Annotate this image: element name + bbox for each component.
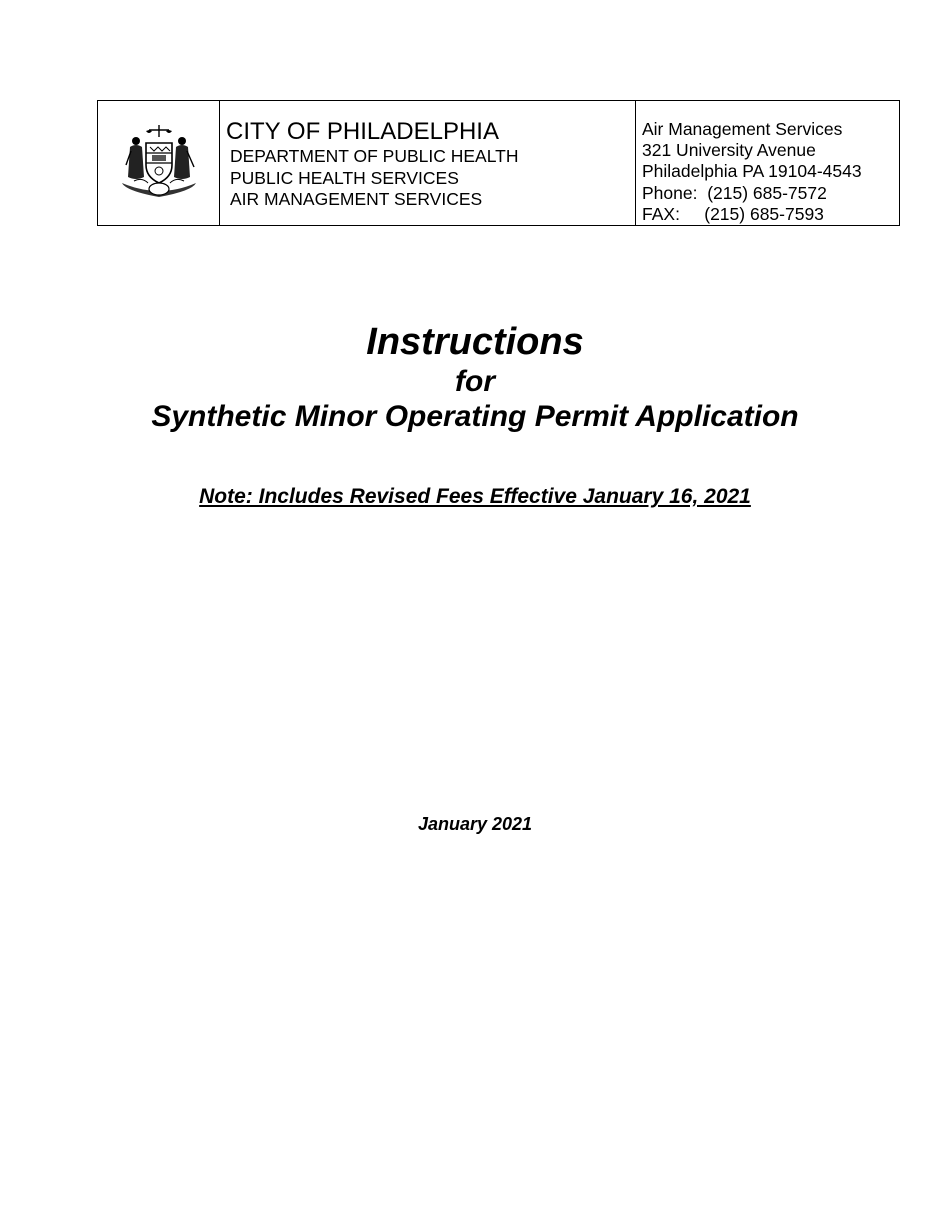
contact-street: 321 University Avenue [642,140,816,161]
contact-cell [636,101,899,225]
agency-program: AIR MANAGEMENT SERVICES [230,189,483,209]
document-subtitle: Synthetic Minor Operating Permit Application [151,400,799,433]
letterhead [97,100,900,226]
agency-cell [220,101,636,225]
agency-department: DEPARTMENT OF PUBLIC HEALTH [230,146,519,166]
fee-note: Note: Includes Revised Fees Effective January 16, 2021 [199,485,751,508]
contact-phone: Phone: (215) 685-7572 [642,182,827,203]
agency-title: CITY OF PHILADELPHIA [226,118,499,145]
contact-city: Philadelphia PA 19104-4543 [642,161,862,182]
document-title: Instructions [366,321,584,363]
city-seal-icon [114,121,204,205]
contact-fax: FAX: (215) 685-7593 [642,203,824,224]
agency-division: PUBLIC HEALTH SERVICES [230,167,459,188]
seal-cell [98,101,220,225]
document-date: January 2021 [417,814,533,834]
contact-office: Air Management Services [642,119,843,139]
document-title-connector: for [455,365,495,398]
